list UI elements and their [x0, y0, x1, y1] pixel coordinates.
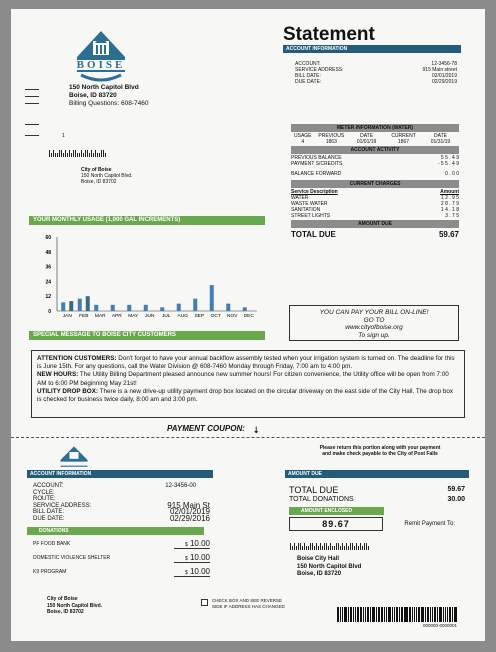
barcode-bar: [384, 607, 385, 622]
notice-attention-label: ATTENTION CUSTOMERS:: [37, 355, 117, 362]
account-info-header: ACCOUNT INFORMATION: [283, 45, 461, 53]
barcode-bar: [434, 607, 436, 622]
x-tick-label: JUL: [161, 314, 171, 319]
total-due-label: TOTAL DUE: [291, 230, 336, 239]
barcode-bar: [340, 607, 341, 622]
charges-list: [291, 188, 459, 220]
barcode-bar: [418, 607, 420, 622]
donation-amount-field[interactable]: [174, 539, 210, 549]
y-tick-label: 60: [45, 235, 51, 241]
barcode-bar: [396, 607, 398, 622]
charge-value: 1 2 . 9 5: [440, 195, 459, 201]
notice-attention-text: Don't forget to have your annual backflow assembly tested when your irrigation system is turned on. The deadline for this is June 15th. For any questions, call the Water Division @ 608-7460 Monday through Friday, 7:00 am to 4:00 pm.: [37, 355, 455, 371]
barcode-bar: [427, 607, 429, 622]
balance-forward-label: BALANCE FORWARD: [291, 171, 342, 177]
charges-col-desc: Service Description: [291, 189, 338, 195]
notice-hours-label: NEW HOURS:: [37, 371, 79, 379]
barcode-bar: [357, 607, 359, 622]
barcode-bar: [350, 607, 352, 622]
barcode-bar: [367, 607, 369, 622]
coupon-sender-line1: 150 North Capitol Blvd.: [47, 602, 103, 609]
notice-hours: [37, 371, 459, 387]
account-label: ACCOUNT:: [295, 61, 321, 67]
statement-title: Statement: [283, 24, 375, 45]
x-tick-label: FEB: [79, 314, 89, 319]
total-due-value: 59.67: [438, 230, 459, 239]
recipient-line1: 150 North Capitol Blvd.: [81, 173, 133, 179]
logo-text: BOISE: [76, 59, 126, 71]
barcode-bar: [376, 607, 377, 622]
coupon-bill-date-label: BILL DATE:: [33, 509, 65, 516]
usage-bar: [226, 304, 230, 311]
charge-value: 1 4 . 1 8: [440, 207, 459, 213]
city-logo: [71, 23, 131, 83]
remit-line2: Boise, ID 83720: [297, 571, 342, 577]
barcode-bar: [447, 607, 449, 622]
activity-label: PAYMENT S/CREDITS: [291, 161, 343, 167]
activity-header: ACCOUNT ACTIVITY: [291, 146, 459, 154]
coupon-due-date-value: 02/29/2016: [169, 513, 210, 523]
return-note-line1: Please return this portion along with your payment: [319, 445, 441, 451]
notice-box: [31, 350, 465, 418]
coupon-service-label: SERVICE ADDRESS:: [33, 502, 92, 509]
donation-amount: 10.00: [189, 538, 210, 548]
meter-col-current: CURRENT: [391, 133, 416, 139]
usage-bar: [144, 305, 148, 311]
usage-header: YOUR MONTHLY USAGE (1,000 GAL INCREMENTS): [29, 216, 265, 225]
barcode-bar: [355, 607, 356, 622]
statement-page: [11, 9, 485, 641]
checkbox-line1: CHECK BOX AND SEE REVERSE: [212, 598, 283, 603]
bill-date-label: BILL DATE:: [295, 73, 321, 79]
sender-address: [69, 84, 149, 108]
usage-bar: [111, 305, 115, 311]
charges-col-amount: Amount: [440, 189, 459, 195]
donation-label: K9 PROGRAM: [33, 568, 67, 575]
capitol-logo-icon: [71, 23, 131, 83]
coupon-bill-date-value: 02/01/2019: [169, 507, 210, 517]
meter-col-previous: PREVIOUS: [318, 133, 345, 139]
donations-header: DONATIONS: [27, 527, 204, 535]
service-value: 915 Main street: [422, 67, 457, 73]
coupon-total-due-label: TOTAL DUE: [289, 485, 339, 495]
notice-attention: [37, 355, 459, 371]
address-change-note: [212, 598, 285, 609]
charges-header: CURRENT CHARGES: [291, 180, 459, 188]
charge-value: 3 . 7 5: [445, 213, 459, 219]
due-date-label: DUE DATE:: [295, 79, 322, 85]
activity-label: PREVIOUS BALANCE: [291, 155, 342, 161]
remit-address: [297, 556, 361, 579]
coupon-account-panel: [27, 470, 213, 579]
coupon-amount-panel: [285, 470, 469, 533]
usage-bar: [86, 296, 90, 311]
y-tick-label: 24: [45, 279, 51, 286]
barcode-bar: [430, 607, 431, 622]
payment-coupon-label: PAYMENT COUPON:: [167, 424, 245, 433]
barcode: [337, 607, 457, 622]
currency-symbol: $: [184, 569, 188, 576]
coupon-sender-line2: Boise, ID 83702: [47, 609, 84, 615]
sender-line1: 150 North Capitol Blvd: [69, 84, 139, 91]
sender-line2: Boise, ID 83720: [69, 92, 117, 99]
barcode-bar: [342, 607, 343, 622]
barcode-bar: [378, 607, 380, 622]
x-tick-label: JAN: [62, 314, 72, 319]
x-tick-label: APR: [111, 314, 122, 319]
coupon-amount-header: AMOUNT DUE: [285, 470, 469, 478]
postal-barcode: [49, 150, 107, 157]
amount-enclosed-header: AMOUNT ENCLOSED: [289, 507, 384, 515]
coupon-total-donations-value: 30.00: [447, 496, 465, 503]
barcode-bar: [344, 607, 347, 622]
remit-label: Remit Payment To:: [404, 520, 455, 527]
barcode-bar: [439, 607, 442, 622]
coupon-account-label: ACCOUNT:: [33, 483, 64, 489]
barcode-bar: [372, 607, 375, 622]
charge-value: 2 8 . 7 9: [440, 201, 459, 207]
x-tick-label: NOV: [227, 314, 238, 319]
donation-amount-field[interactable]: [174, 553, 210, 563]
meter-val-date: 01/01/19: [356, 139, 377, 145]
coupon-account-info: [27, 478, 213, 523]
recipient-line2: Boise, ID 83702: [81, 179, 117, 185]
meter-col-usage: USAGE: [294, 133, 312, 139]
online-line4: To sign up.: [358, 331, 390, 339]
donation-amount: 10.00: [189, 552, 210, 562]
barcode-bar: [370, 607, 371, 622]
usage-bar: [160, 307, 164, 311]
barcode-bar: [437, 607, 438, 622]
remit-line1: 150 North Capitol Blvd: [297, 563, 362, 570]
usage-bar: [210, 285, 214, 311]
notice-dropbox-text: There is a new drive-up utility payment drop box located on the circular driveway on the east side of the City Hall. The drop box is checked for business twice daily, 8:00 am and 3:00 pm.: [37, 387, 454, 404]
y-tick-label: 48: [45, 249, 51, 256]
barcode-bar: [425, 607, 426, 622]
recipient-name: City of Boise: [81, 167, 112, 173]
barcode-bar: [360, 607, 363, 622]
remit-postal-barcode: [290, 543, 370, 550]
amount-enclosed-field[interactable]: 89.67: [289, 517, 383, 531]
online-pay-box: [289, 305, 459, 341]
coupon-account-value: 12-3456-00: [165, 483, 196, 489]
charge-label: SANITATION: [291, 207, 321, 213]
margin-marks: [25, 89, 39, 136]
meter-header: METER INFORMATION (WATER): [291, 124, 459, 132]
barcode-bar: [443, 607, 444, 622]
coupon-total-donations-label: TOTAL DONATIONS: [289, 496, 354, 503]
billing-details: [291, 124, 459, 239]
mail-id: 1: [62, 133, 65, 139]
meter-col-date2: DATE: [434, 133, 447, 139]
online-line1: YOU CAN PAY YOUR BILL ON-LINE!: [319, 309, 429, 316]
x-tick-label: MAY: [128, 314, 139, 319]
cut-line: [11, 437, 485, 438]
notice-dropbox-label: UTILITY DROP BOX:: [37, 387, 98, 395]
usage-bar: [193, 299, 197, 311]
special-message-header: SPECIAL MESSAGE TO BOISE CITY CUSTOMERS: [29, 331, 265, 340]
barcode-bar: [416, 607, 417, 622]
activity-value: - 5 5 . 4 9: [437, 161, 459, 167]
barcode-bar: [381, 607, 383, 622]
notice-dropbox: [37, 388, 459, 404]
charge-label: WASTE WATER: [291, 201, 328, 207]
activity-value: 5 5 . 4 9: [440, 155, 459, 161]
barcode-bar: [399, 607, 400, 622]
address-change-checkbox[interactable]: [201, 599, 208, 606]
barcode-bar: [454, 607, 457, 622]
donations-list: [27, 535, 213, 579]
usage-bar: [127, 305, 131, 311]
charge-label: STREET LIGHTS: [291, 213, 331, 219]
balance-forward-value: 0 . 0 0: [445, 171, 459, 177]
barcode-bar: [421, 607, 424, 622]
service-label: SERVICE ADDRESS:: [295, 67, 344, 73]
meter-val-date2: 01/31/19: [430, 139, 451, 145]
coupon-route-label: ROUTE:: [33, 496, 56, 503]
barcode-bar: [348, 607, 349, 622]
account-info: [283, 53, 461, 85]
barcode-bar: [386, 607, 387, 622]
return-note-line2: and make check payable to the City of Post Falls: [322, 451, 438, 457]
barcode-bar: [405, 607, 408, 622]
coupon-totals: [285, 478, 469, 504]
coupon-sender-name: City of Boise: [47, 596, 78, 602]
account-value: 12-3456-78: [431, 61, 457, 67]
barcode-bar: [445, 607, 446, 622]
barcode-bar: [401, 607, 403, 622]
barcode-bar: [432, 607, 433, 622]
barcode-bar: [412, 607, 413, 622]
barcode-bar: [353, 607, 354, 622]
barcode-bar: [414, 607, 415, 622]
x-tick-label: DEC: [243, 314, 254, 319]
meter-val-current: 1867: [397, 139, 410, 145]
coupon-info-header: ACCOUNT INFORMATION: [27, 470, 213, 478]
y-tick-label: 12: [45, 294, 51, 301]
coupon-due-date-label: DUE DATE:: [33, 515, 65, 522]
coupon-logo-icon: [57, 443, 91, 469]
coupon-total-due-value: 59.67: [447, 486, 465, 493]
y-tick-label: 0: [48, 309, 51, 315]
currency-symbol: $: [184, 541, 188, 548]
barcode-bar: [365, 607, 366, 622]
usage-bar: [61, 302, 65, 311]
checkbox-line2: SIDE IF ADDRESS HAS CHANGED: [212, 603, 285, 609]
statement-panel: [283, 25, 461, 85]
usage-bar: [69, 301, 73, 311]
notice-hours-text: The Utility Billing Department pleased announce new summer hours! For citizen convenience, the Utility office will be open from 7:00 AM to 6:00 PM beginning May 21st!: [37, 371, 449, 387]
x-tick-label: JUN: [145, 314, 155, 319]
barcode-bar: [392, 607, 393, 622]
billing-phone: Billing Questions: 608-7460: [69, 100, 149, 107]
usage-chart: [29, 229, 265, 329]
meter-val-previous: 1863: [325, 139, 337, 145]
barcode-bar: [337, 607, 339, 622]
usage-bar: [177, 304, 181, 311]
coupon-cycle-label: CYCLE:: [33, 489, 55, 496]
x-tick-label: OCT: [210, 314, 221, 319]
barcode-bar: [363, 607, 364, 622]
coupon-service-value: 915 Main St: [167, 500, 210, 510]
usage-bar: [78, 299, 82, 311]
bill-date-value: 02/01/2019: [431, 73, 457, 79]
usage-bar: [94, 305, 98, 311]
remit-name: Boise City Hall: [297, 556, 340, 562]
barcode-bar: [409, 607, 411, 622]
due-date-value: 02/29/2019: [431, 79, 457, 85]
barcode-bar: [449, 607, 451, 622]
donation-amount-field[interactable]: [174, 567, 210, 577]
coupon-sender-address: [47, 596, 102, 616]
donation-label: DOMESTIC VIOLENCE SHELTER: [33, 554, 111, 561]
down-arrow-icon: ⭣: [254, 425, 259, 435]
barcode-bar: [394, 607, 395, 622]
currency-symbol: $: [184, 555, 188, 562]
donation-label: PF FOOD BANK: [33, 540, 71, 547]
return-note: [295, 445, 465, 457]
amount-due-header: AMOUNT DUE: [291, 220, 459, 228]
donation-amount: 10.00: [189, 566, 210, 576]
y-tick-label: 36: [45, 264, 51, 271]
x-tick-label: SEP: [194, 314, 205, 319]
x-tick-label: MAR: [94, 314, 106, 319]
x-tick-label: AUG: [177, 314, 188, 319]
meter-col-date: DATE: [360, 133, 374, 139]
online-line2: GO TO: [363, 316, 385, 324]
barcode-number: 000000-0000001: [422, 623, 457, 628]
activity-list: [291, 154, 459, 178]
barcode-bar: [452, 607, 453, 622]
total-due-row: [291, 228, 459, 239]
meter-table: [291, 132, 459, 146]
meter-val-usage: 4: [301, 139, 305, 145]
online-line3: www.cityofboise.org: [345, 324, 403, 331]
barcode-bar: [404, 607, 405, 622]
charge-label: WATER: [291, 195, 309, 201]
recipient-address: [81, 167, 132, 185]
usage-bar: [243, 307, 247, 311]
barcode-bar: [388, 607, 391, 622]
